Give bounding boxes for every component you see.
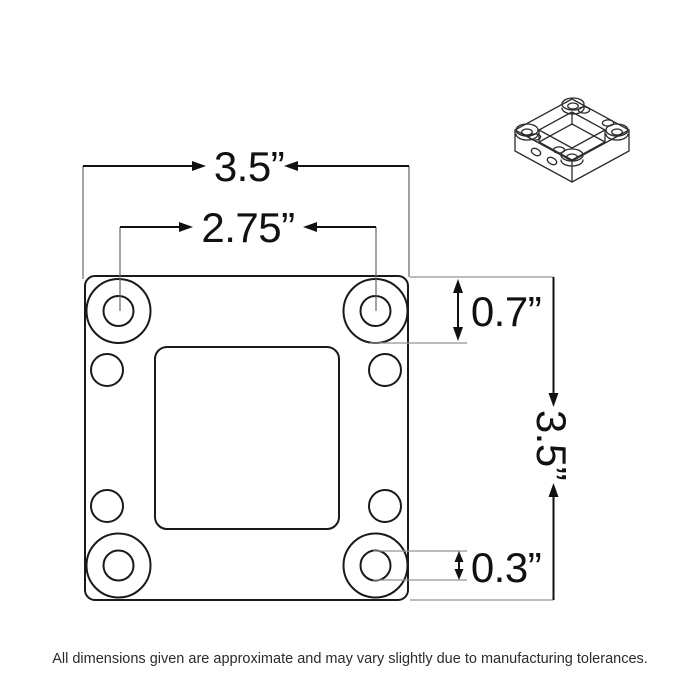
iso-center-hole: [539, 112, 605, 160]
dimension-hole-spacing: [120, 204, 376, 251]
isometric-view: [515, 98, 629, 182]
iso-corner-hole-back: [562, 98, 584, 114]
plate-front-view: [85, 276, 408, 600]
dimension-small-hole-diameter: [455, 544, 542, 591]
arrowhead-left-icon: [284, 161, 298, 171]
arrowhead-up-icon: [455, 551, 464, 562]
corner-hole-bottom-left: [87, 534, 151, 598]
dimension-overall-width: [83, 143, 409, 190]
tolerance-note: All dimensions given are approximate and may vary slightly due to manufacturing tolerances.: [52, 651, 648, 667]
arrowhead-right-icon: [179, 222, 193, 232]
small-hole-top-right: [369, 354, 401, 386]
dimension-label-overall-width: 3.5”: [213, 143, 285, 190]
corner-hole-top-left: [87, 279, 151, 343]
small-hole-bottom-left: [91, 490, 123, 522]
small-hole-top-left: [91, 354, 123, 386]
small-hole-bottom-right: [369, 490, 401, 522]
arrowhead-up-icon: [549, 483, 559, 497]
arrowhead-down-icon: [453, 327, 463, 341]
dimension-edge-to-hole: [453, 279, 541, 341]
arrowhead-left-icon: [303, 222, 317, 232]
arrowhead-right-icon: [192, 161, 206, 171]
arrowhead-down-icon: [549, 393, 559, 407]
dimension-label-edge-to-hole: 0.7”: [470, 288, 542, 335]
plate-outline: [85, 276, 408, 600]
arrowhead-down-icon: [455, 569, 464, 580]
center-square-cutout: [155, 347, 339, 529]
dimension-label-overall-height: 3.5”: [528, 409, 575, 481]
dimension-label-small-hole-diameter: 0.3”: [470, 544, 542, 591]
arrowhead-up-icon: [453, 279, 463, 293]
corner-hole-bottom-right: [344, 534, 408, 598]
extension-lines: [83, 166, 554, 600]
dimension-label-hole-spacing: 2.75”: [201, 204, 295, 251]
